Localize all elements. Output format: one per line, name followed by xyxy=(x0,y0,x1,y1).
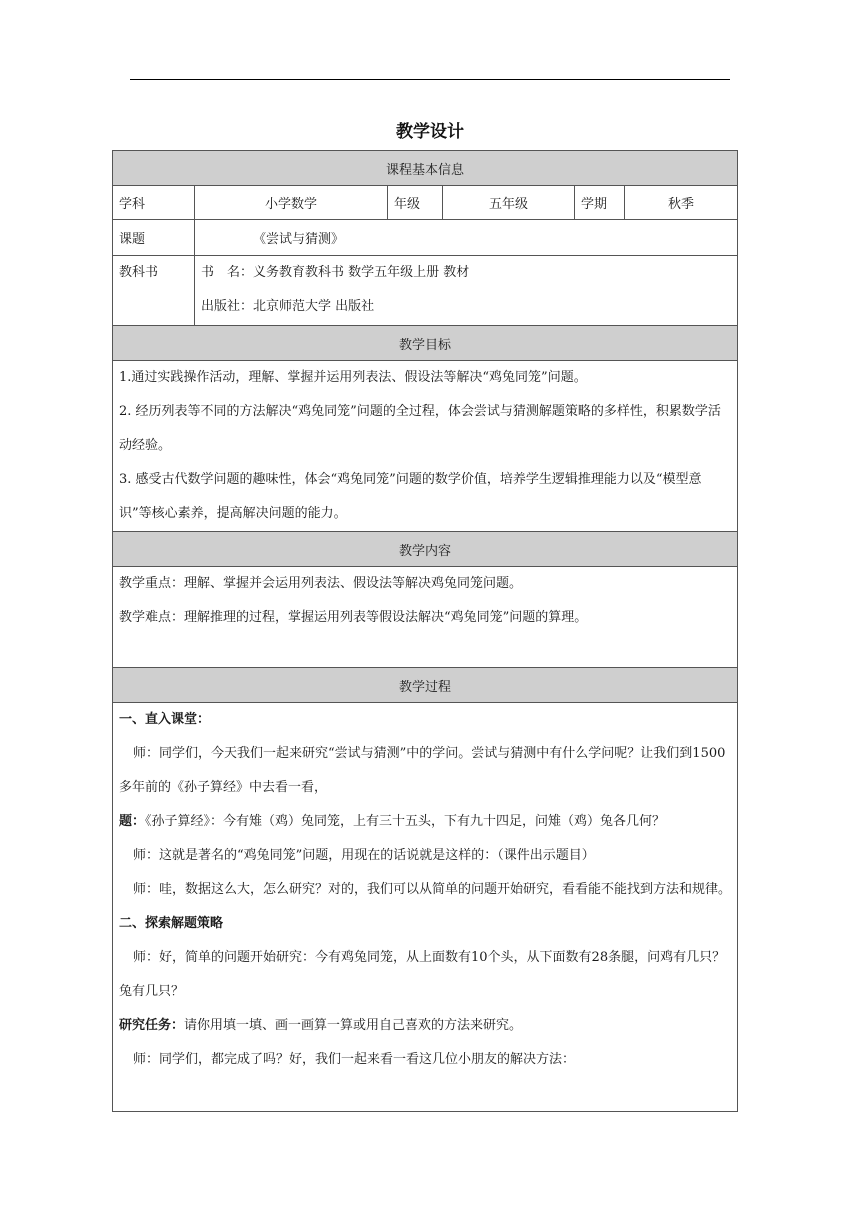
process-row xyxy=(113,703,738,1112)
process-header: 教学过程 xyxy=(113,668,738,703)
teacher-paragraph: 师：同学们，都完成了吗？好，我们一起来看一看这几位小朋友的解决方法： xyxy=(133,1052,576,1067)
goals-cell xyxy=(113,361,738,532)
process-header-row xyxy=(113,668,738,703)
textbook-label xyxy=(113,256,195,326)
basic-info-header-row xyxy=(113,151,738,186)
difficulty: 教学难点：理解推理的过程，掌握运用列表等假设法解决“鸡兔同笼”问题的算理。 xyxy=(119,610,588,625)
teacher-paragraph: 师：同学们，今天我们一起来研究“尝试与猜测”中的学问。尝试与猜测中有什么学问呢？让我们到1500多年前的《孙子算经》中去看一看， xyxy=(119,746,726,795)
task-line xyxy=(119,1009,731,1043)
subject-row xyxy=(113,186,738,220)
lesson-plan-table xyxy=(112,150,738,1112)
section-title-1: 一、直入课堂： xyxy=(119,712,211,727)
content-header: 教学内容 xyxy=(113,532,738,567)
term-value: 秋季 xyxy=(625,186,738,220)
goals-header: 教学目标 xyxy=(113,326,738,361)
subject-label: 学科 xyxy=(113,186,195,220)
basic-info-header: 课程基本信息 xyxy=(113,151,738,186)
topic-label: 课题 xyxy=(113,220,195,256)
task-label: 研究任务： xyxy=(119,1018,185,1033)
problem-text: 《孙子算经》：今有雉（鸡）兔同笼，上有三十五头，下有九十四足，问雉（鸡）兔各几何？ xyxy=(145,814,666,829)
task-text: 请你用填一填、画一画算一算或用自己喜欢的方法来研究。 xyxy=(184,1018,523,1033)
key-point: 教学重点：理解、掌握并会运用列表法、假设法等解决鸡兔同笼问题。 xyxy=(119,576,523,591)
grade-label: 年级 xyxy=(388,186,443,220)
process-cell xyxy=(113,703,738,1112)
book-name-line: 书 名：义务教育教科书 数学五年级上册 教材 xyxy=(201,265,470,280)
problem-line xyxy=(119,805,731,839)
grade-value: 五年级 xyxy=(443,186,575,220)
content-header-row xyxy=(113,532,738,567)
teacher-paragraph: 师：好，简单的问题开始研究：今有鸡兔同笼，从上面数有10个头，从下面数有28条腿，问鸡有几只？兔有几只？ xyxy=(119,950,726,999)
topic-value: 《尝试与猜测》 xyxy=(195,220,738,256)
document-title: 教学设计 xyxy=(396,122,464,142)
section-title-2: 二、探索解题策略 xyxy=(119,916,224,931)
content-cell xyxy=(113,567,738,668)
goal-item: 2. 经历列表等不同的方法解决“鸡兔同笼”问题的全过程，体会尝试与猜测解题策略的多样性，积累数学活动经验。 xyxy=(119,404,721,453)
goal-item: 1.通过实践操作活动，理解、掌握并运用列表法、假设法等解决“鸡兔同笼”问题。 xyxy=(119,370,587,385)
subject-value: 小学数学 xyxy=(195,186,388,220)
term-label: 学期 xyxy=(575,186,625,220)
textbook-value xyxy=(195,256,738,326)
publisher-line: 出版社：北京师范大学 出版社 xyxy=(201,299,375,314)
goals-row xyxy=(113,361,738,532)
topic-row xyxy=(113,220,738,256)
header-rule xyxy=(130,79,730,80)
teacher-paragraph: 师：这就是著名的“鸡兔同笼”问题，用现在的话说就是这样的：（课件出示题目） xyxy=(133,848,595,863)
teacher-paragraph: 师：哇，数据这么大，怎么研究？对的，我们可以从简单的问题开始研究，看看能不能找到方法和规律。 xyxy=(133,882,732,897)
textbook-row xyxy=(113,256,738,326)
textbook-label-text: 教科书 xyxy=(119,265,159,280)
goals-header-row xyxy=(113,326,738,361)
content-row xyxy=(113,567,738,668)
problem-label: 题： xyxy=(119,814,146,829)
goal-item: 3. 感受古代数学问题的趣味性，体会“鸡兔同笼”问题的数学价值，培养学生逻辑推理能力以及“模型意识”等核心素养，提高解决问题的能力。 xyxy=(119,472,702,521)
